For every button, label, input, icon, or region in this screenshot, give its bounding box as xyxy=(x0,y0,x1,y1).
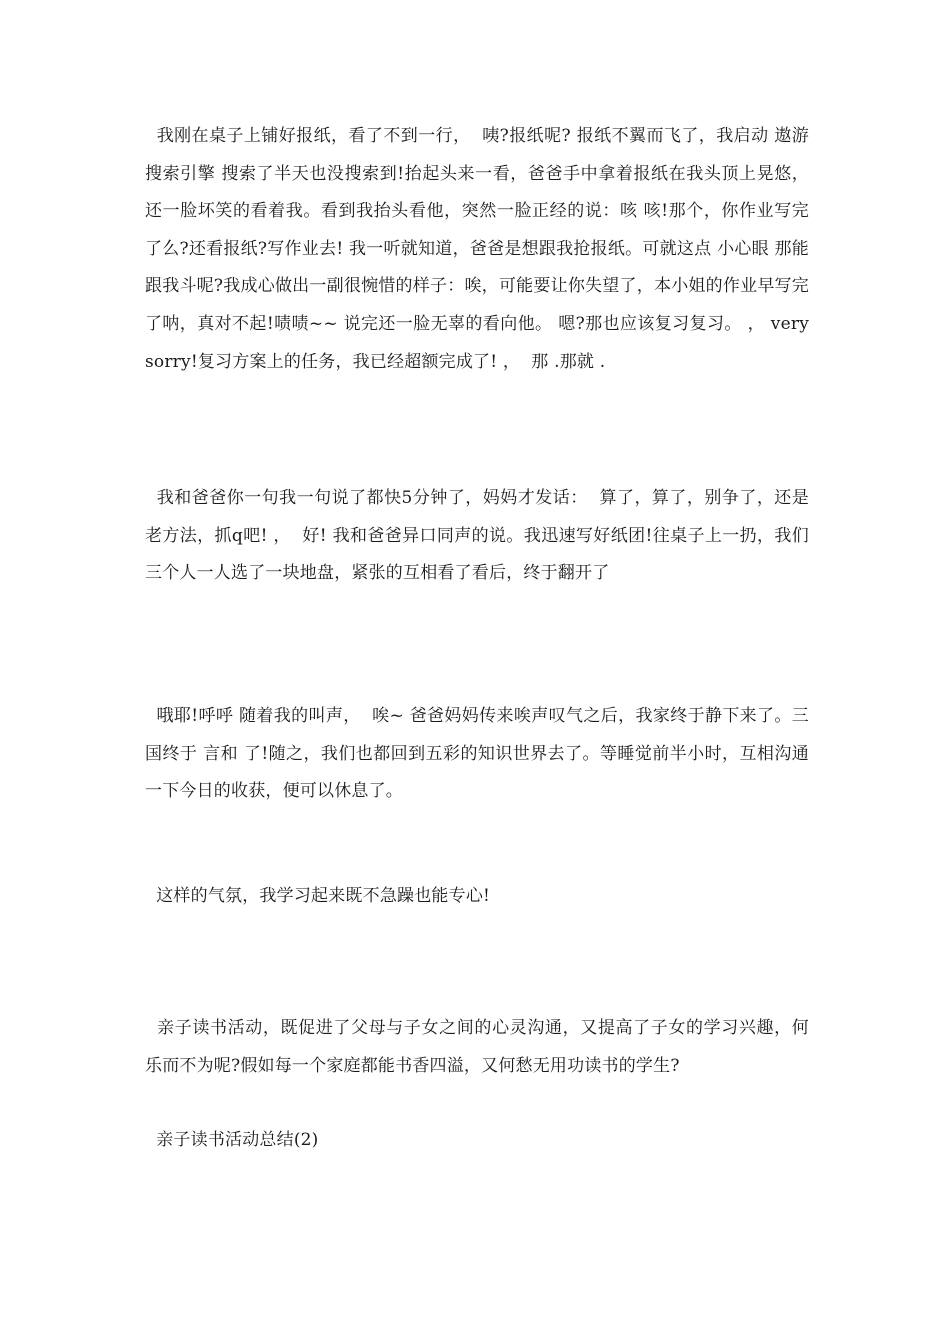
paragraph-conclusion: 亲子读书活动，既促进了父母与子女之间的心灵沟通，又提高了子女的学习兴趣，何乐而不为呢?假如每一个家庭都能书香四溢，又何愁无用功读书的学生? xyxy=(145,1018,809,1076)
paragraph-newspaper-story: 我刚在桌子上铺好报纸，看了不到一行， 咦?报纸呢? 报纸不翼而飞了，我启动 遨游搜索引擎 搜索了半天也没搜索到!抬起头来一看，爸爸手中拿着报纸在我头顶上晃悠，还一脸坏笑的看着我。看到我抬头看他，突然一脸正经的说：咳 咳!那个，你作业写完了么?还看报纸?写作业去! 我一听就知道，爸爸是想跟我抢报纸。可就这点 小心眼 那能跟我斗呢?我成心做出一副很惋惜的样子：唉，可能要让你失望了，本小姐的作业早写完了呐，真对不起!啧啧~~ 说完还一脸无辜的看向他。 嗯?那也应该复习复习。 ， very sorry!复习方案上的任务，我已经超额完成了! ， 那 .那就 . xyxy=(145,126,815,372)
section-heading: 亲子读书活动总结(2) xyxy=(145,1130,319,1150)
paragraph-result: 哦耶!呼呼 随着我的叫声， 唉~ 爸爸妈妈传来唉声叹气之后，我家终于静下来了。三国终于 言和 了!随之，我们也都回到五彩的知识世界去了。等睡觉前半小时，互相沟通一下今日的收获，便可以休息了。 xyxy=(145,706,809,802)
paragraph-atmosphere: 这样的气氛，我学习起来既不急躁也能专心! xyxy=(145,886,491,906)
paragraph-paper-lottery: 我和爸爸你一句我一句说了都快5分钟了，妈妈才发话： 算了，算了，别争了，还是老方法，抓q吧! ， 好! 我和爸爸异口同声的说。我迅速写好纸团!往桌子上一扔，我们三个人一人选了一块地盘，紧张的互相看了看后，终于翻开了 xyxy=(145,488,809,584)
